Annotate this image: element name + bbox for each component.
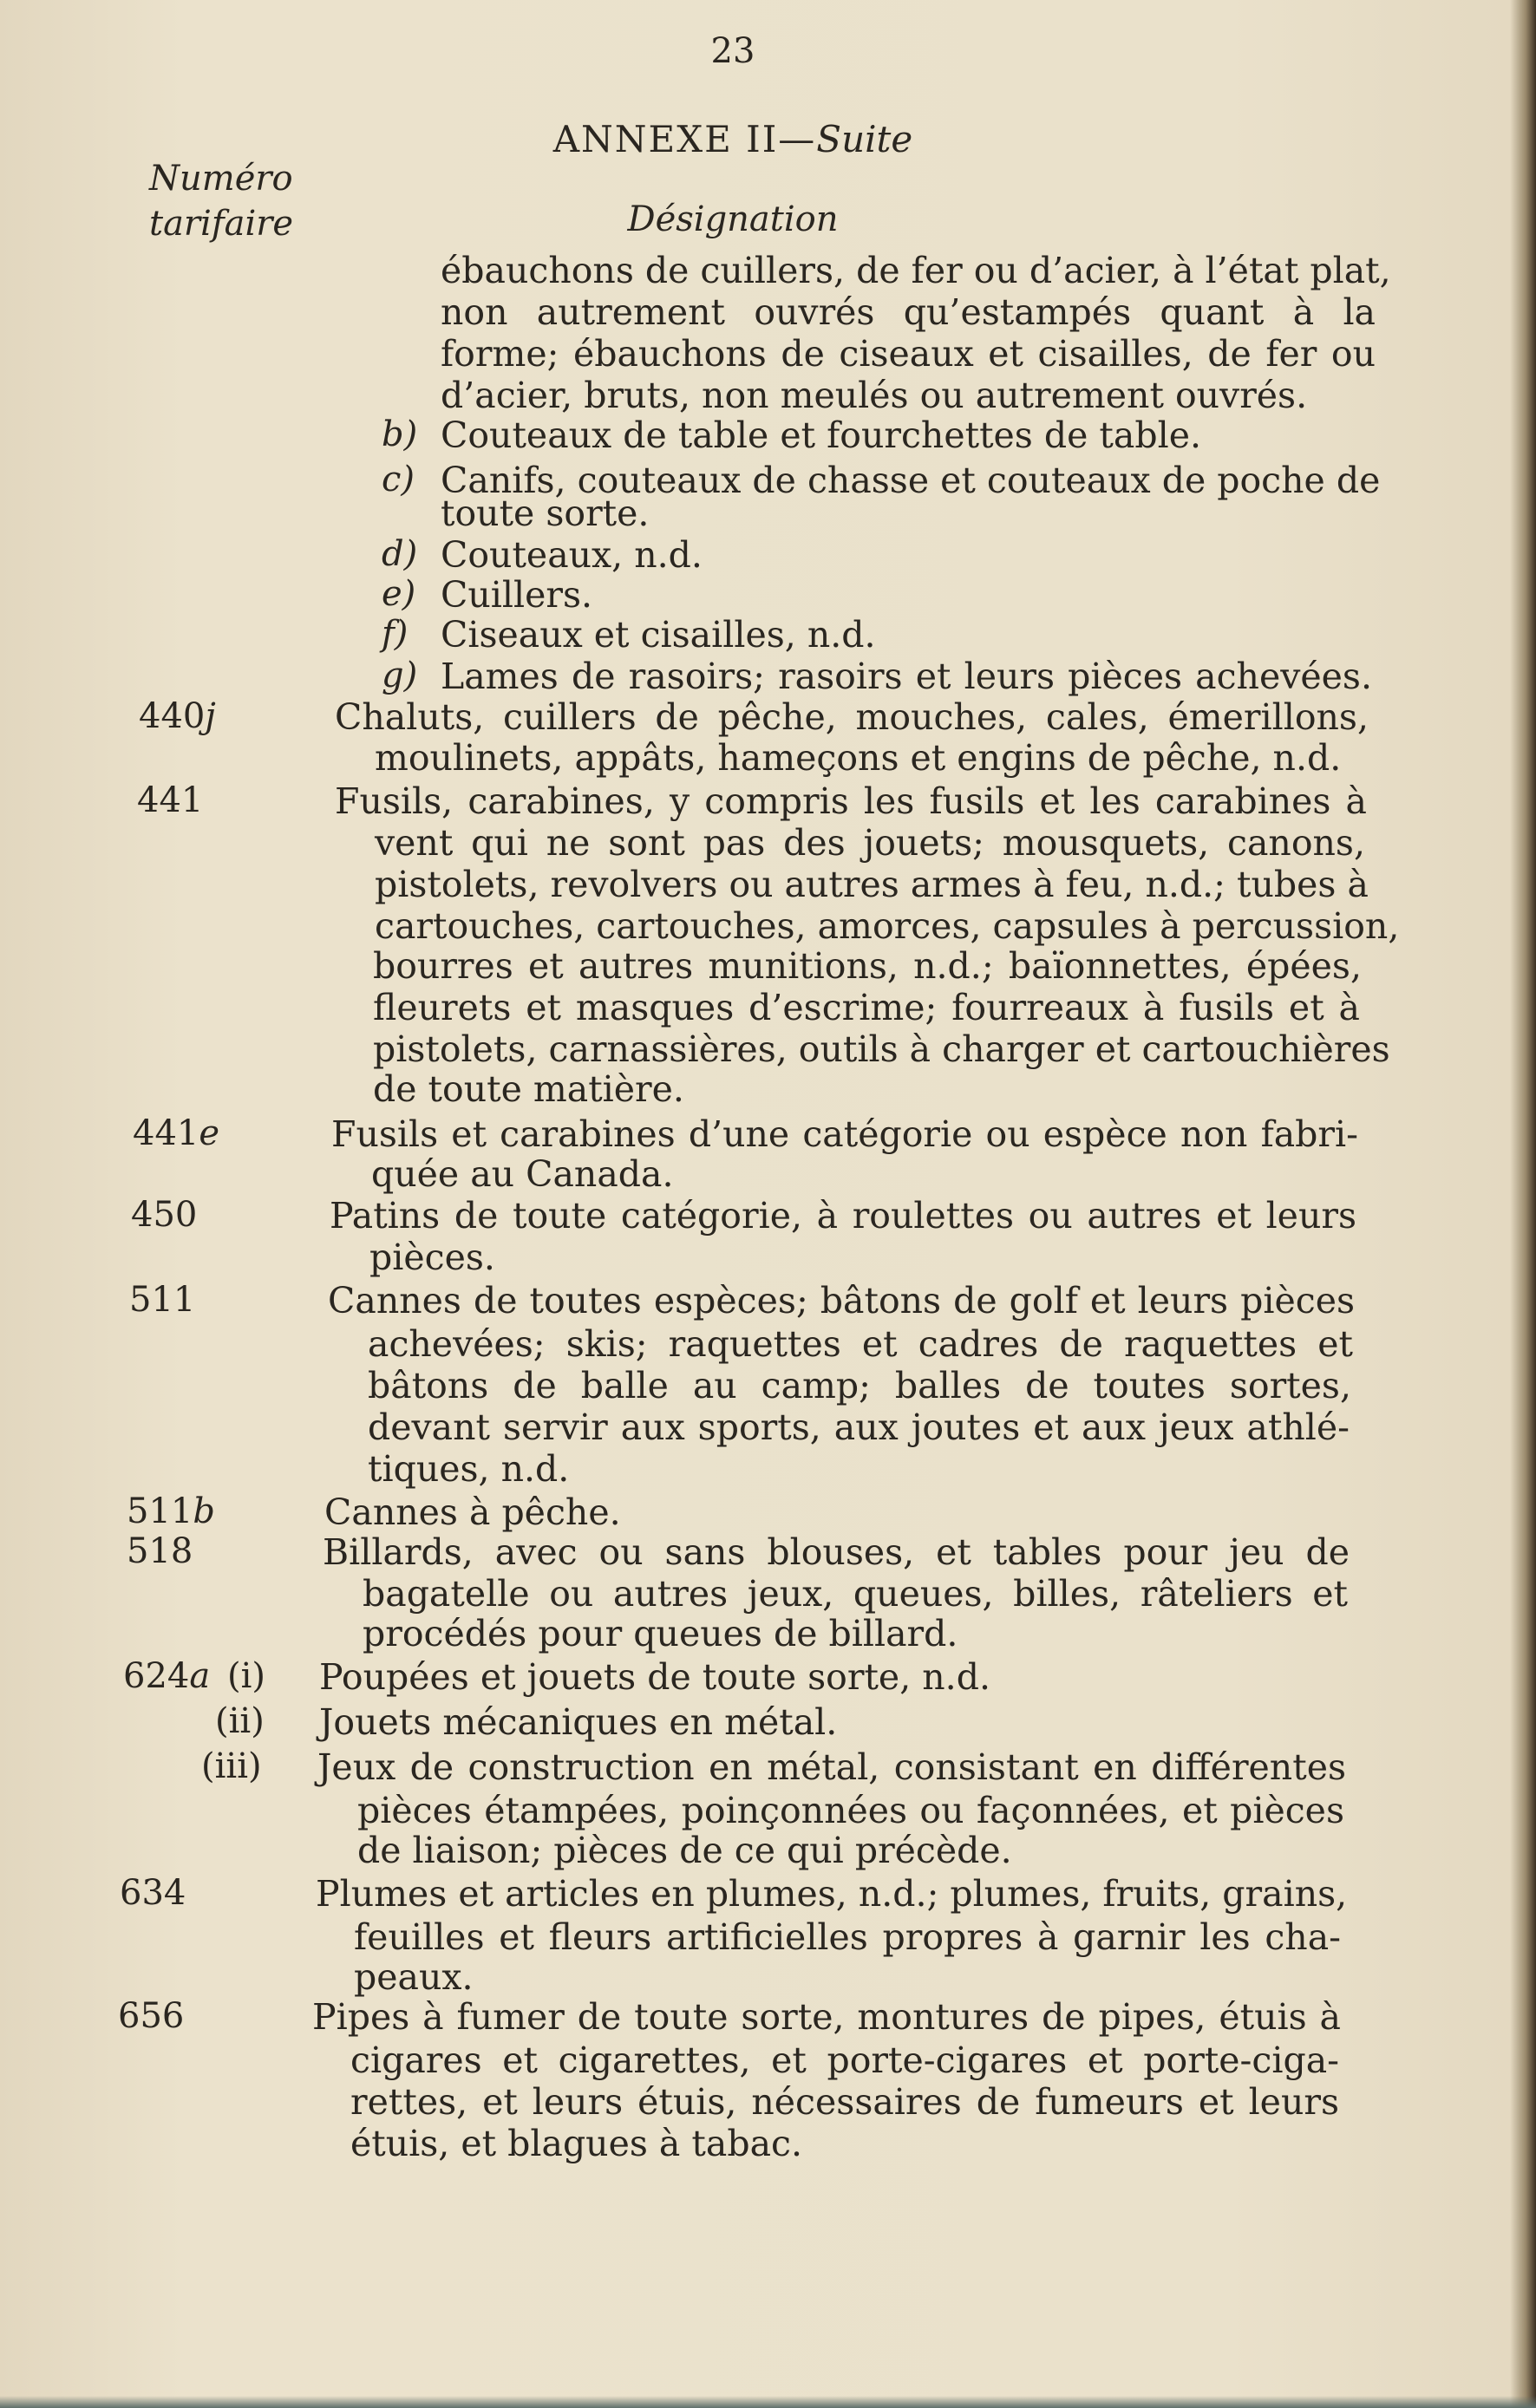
annex-title: ANNEXE II— [552,118,817,160]
item-letter: b) [382,414,418,454]
text-line: Jouets mécaniques en métal. [319,1701,838,1743]
text-line: Fusils, carabines, y compris les fusils et les carabines à [335,780,1367,822]
tariff-code: 441 [137,780,204,820]
tariff-code: (ii) [215,1701,265,1741]
text-line: bagatelle ou autres jeux, queues, billes, râteliers et [363,1573,1348,1615]
text-line: moulinets, appâts, hameçons et engins de pêche, n.d. [375,737,1342,779]
tariff-code: 624a [123,1656,211,1696]
text-line: pistolets, revolvers ou autres armes à feu, n.d.; tubes à [375,864,1369,905]
text-line: Lames de rasoirs; rasoirs et leurs pièces achevées. [441,656,1372,697]
text-line: étuis, et blagues à tabac. [350,2123,803,2164]
column-header-line: tarifaire [149,204,294,244]
text-line: d’acier, bruts, non meulés ou autrement ouvrés. [441,375,1308,416]
text-line: Canifs, couteaux de chasse et couteaux de poche de [441,460,1381,501]
text-line: toute sorte. [441,493,650,534]
text-line: fleurets et masques d’escrime; fourreaux à fusils et à [373,987,1360,1028]
text-line: procédés pour queues de billard. [363,1613,958,1654]
item-letter: e) [382,574,416,614]
text-line: Cuillers. [441,574,593,616]
text-line: cartouches, cartouches, amorces, capsules à percussion, [375,905,1400,947]
text-line: devant servir aux sports, aux joutes et aux jeux athlé- [368,1406,1350,1448]
item-letter: d) [382,534,418,574]
text-line: Cannes de toutes espèces; bâtons de golf et leurs pièces [328,1280,1355,1321]
text-line: pièces. [369,1237,495,1278]
tariff-code: 518 [127,1531,193,1571]
text-line: Plumes et articles en plumes, n.d.; plumes, fruits, grains, [316,1873,1348,1915]
text-line: Chaluts, cuillers de pêche, mouches, cales, émerillons, [335,696,1369,738]
page-bottom-edge [0,2396,1536,2408]
text-line: cigares et cigarettes, et porte-cigares et porte-ciga- [350,2039,1339,2081]
text-line: rettes, et leurs étuis, nécessaires de fumeurs et leurs [350,2081,1339,2123]
tariff-code: 656 [118,1996,185,2036]
text-line: feuilles et fleurs artificielles propres à garnir les cha- [354,1916,1341,1958]
tariff-code: 440j [139,696,216,736]
tariff-code: 450 [131,1195,198,1235]
text-line: peaux. [354,1956,474,1998]
text-line: pièces étampées, poinçonnées ou façonnées, et pièces [357,1790,1344,1831]
text-line: ébauchons de cuillers, de fer ou d’acier, à l’état plat, [441,250,1391,291]
text-line: Jeux de construction en métal, consistant en différentes [317,1746,1346,1788]
page-number: 23 [710,31,755,71]
text-line: Billards, avec ou sans blouses, et tables pour jeu de [323,1531,1350,1573]
text-line: vent qui ne sont pas des jouets; mousquets, canons, [375,822,1365,864]
text-line: tiques, n.d. [368,1448,570,1490]
text-line: quée au Canada. [371,1153,674,1195]
column-header-line: Numéro [149,159,293,199]
item-letter: c) [382,460,415,499]
text-line: achevées; skis; raquettes et cadres de raquettes et [368,1323,1353,1365]
text-line: non autrement ouvrés qu’estampés quant à la [441,291,1376,333]
annex-suite: Suite [816,118,913,160]
text-line: Couteaux, n.d. [441,534,703,576]
tariff-code: 511 [129,1280,196,1320]
text-line: Patins de toute catégorie, à roulettes ou autres et leurs [330,1195,1356,1237]
item-letter: g) [382,656,418,695]
text-line: bâtons de balle au camp; balles de toutes sortes, [368,1365,1351,1406]
tariff-code: (i) [227,1656,266,1696]
text-line: pistolets, carnassières, outils à charger et cartouchières [373,1028,1390,1070]
item-letter: f) [382,614,409,654]
text-line: Pipes à fumer de toute sorte, montures de pipes, étuis à [312,1996,1341,2038]
text-line: Couteaux de table et fourchettes de table. [441,414,1201,456]
text-line: Cannes à pêche. [324,1491,621,1533]
tariff-code: (iii) [201,1746,262,1786]
text-line: de toute matière. [373,1068,684,1110]
text-line: Poupées et jouets de toute sorte, n.d. [319,1656,990,1698]
designation-column-header: Désignation [627,199,839,239]
text-line: Fusils et carabines d’une catégorie ou espèce non fabri- [331,1113,1358,1155]
tariff-code: 511b [127,1491,215,1531]
tariff-code: 441e [133,1113,220,1153]
text-line: bourres et autres munitions, n.d.; baïonnettes, épées, [373,945,1362,987]
text-line: forme; ébauchons de ciseaux et cisailles, de fer ou [441,333,1376,375]
text-line: Ciseaux et cisailles, n.d. [441,614,876,656]
page-title [0,118,1466,160]
book-spine-shadow [1510,0,1536,2408]
tariff-code: 634 [120,1873,186,1913]
text-line: de liaison; pièces de ce qui précède. [357,1830,1012,1871]
